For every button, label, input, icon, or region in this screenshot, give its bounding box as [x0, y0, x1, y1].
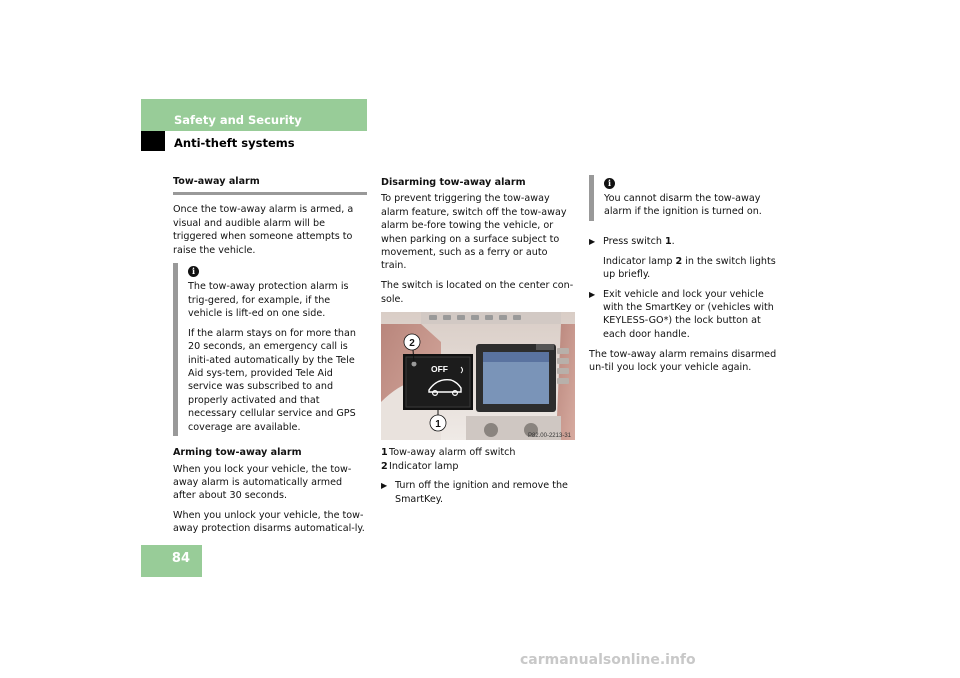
arming-paragraph: When you unlock your vehicle, the tow-away protection disarms automatical-ly.	[173, 510, 365, 535]
instruction-step: ▶ Press switch 1. Indicator lamp 2 in the switch lights up briefly.	[589, 235, 776, 280]
info-note-1	[173, 263, 367, 436]
intro-paragraph: Once the tow-away alarm is armed, a visual and audible alarm will be triggered when someone attempts to raise the vehicle.	[173, 204, 354, 256]
section-title: Safety and Security	[174, 113, 302, 127]
photo-ref-code: P82.00-2213-31	[527, 433, 571, 440]
callout-1: 1	[435, 419, 441, 431]
note-paragraph: The tow-away protection alarm is trig-gered, for example, if the vehicle is lift-ed on one side.	[188, 281, 349, 320]
note-paragraph: You cannot disarm the tow-away alarm if the ignition is turned on.	[604, 193, 762, 218]
watermark: carmanualsonline.info	[520, 652, 696, 668]
header-marker	[141, 131, 165, 151]
bullet-arrow-icon: ▶	[589, 236, 596, 246]
closing-paragraph: The tow-away alarm remains disarmed un-til you lock your vehicle again.	[589, 348, 777, 373]
column-3	[589, 175, 785, 381]
disarming-heading: Disarming tow-away alarm	[381, 177, 526, 188]
instruction-step: ▶ Turn off the ignition and remove the SmartKey.	[381, 480, 568, 505]
note-paragraph: If the alarm stays on for more than 20 seconds, an emergency call is initi-ated automatically by the Tele Aid sys-tem, provided Tele Aid service was subscribed to and properly activated and that necessary cellular service and GPS coverage are available.	[188, 327, 356, 433]
section-heading-tow-away: Tow-away alarm	[173, 175, 367, 195]
disarming-paragraph: The switch is located on the center con-sole.	[381, 280, 574, 305]
arming-paragraph: When you lock your vehicle, the tow-away alarm is automatically armed after about 30 seconds.	[173, 463, 352, 502]
callout-2: 2	[409, 338, 415, 350]
info-icon: i	[604, 178, 615, 189]
legend-item: 2 Indicator lamp	[381, 460, 459, 472]
instruction-step: ▶ Exit vehicle and lock your vehicle with the SmartKey or (vehicles with KEYLESS-GO*) the lock button at each door handle.	[589, 288, 774, 340]
disarming-paragraph: To prevent triggering the tow-away alarm feature, switch off the tow-away alarm be-fore towing the vehicle, or when parking on a surface subject to movement, such as a ferry or auto train.	[381, 193, 567, 272]
column-2	[381, 176, 575, 512]
subsection-title: Anti-theft systems	[174, 136, 295, 150]
info-note-2	[589, 175, 785, 221]
arming-heading: Arming tow-away alarm	[173, 447, 302, 459]
page-number: 84	[171, 551, 190, 566]
switch-off-label: OFF	[431, 364, 448, 375]
center-console-photo	[381, 312, 575, 440]
bullet-arrow-icon: ▶	[381, 481, 388, 491]
column-1	[173, 175, 367, 542]
bullet-arrow-icon: ▶	[589, 289, 596, 299]
photo-legend	[381, 446, 575, 473]
legend-item: 1 Tow-away alarm off switch	[381, 447, 516, 459]
info-icon: i	[188, 266, 199, 277]
console-illustration	[381, 312, 575, 440]
page-number-box	[141, 545, 202, 577]
